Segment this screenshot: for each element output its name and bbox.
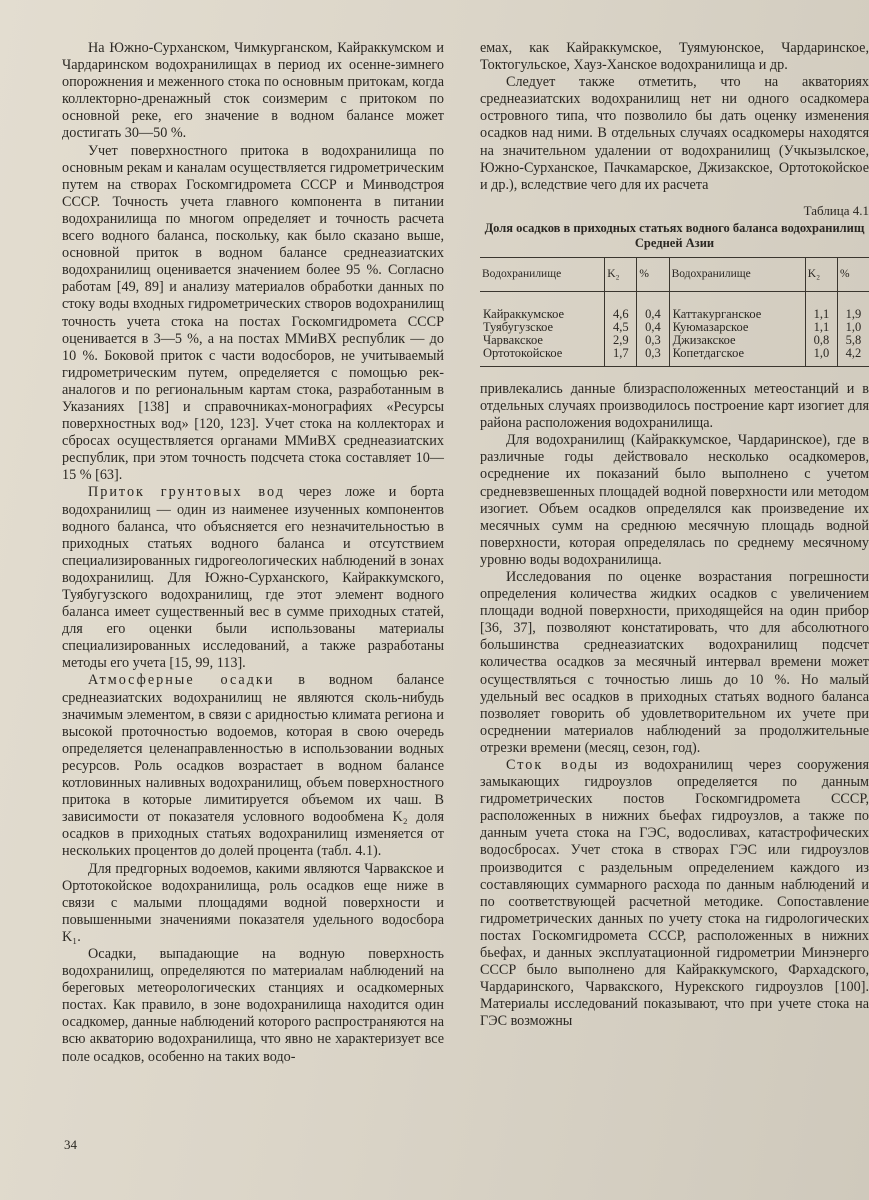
left-column [62, 40, 444, 1066]
header-reservoir-left: Водохранилище [480, 257, 605, 291]
paragraph-after-table: привлекались данные близрасположенных метеостанций и в отдельных случаях производилось построение карт изогиет для района расположения водохранилища. [480, 380, 869, 432]
paragraph-drainage: На Южно-Сурханском, Чимкурганском, Кайраккумском и Чардаринском водохранилищах в период их осенне-зимнего опорожнения и меженного стока по основным притокам, когда коллекторно-дренажный сток соизмерим с притоком по основной реке, его значение в водном балансе может достигать 30—50 %. [62, 40, 444, 142]
precipitation-text: в водном балансе среднеазиатских водохранилищ не являются сколь-нибудь значимым элементом, в связи с аридностью климата региона и высокой проточностью водоемов, которая в свою очередь определяется целенаправленностью в использовании водных ресурсов. Роль осадков возрастает в водном балансе котловинных наливных водохранилищ, объем поверхностного притока в которые лимитируется объемом их чаш. В зависимости от показателя условного водообмена K₂ доля осадков в приходных статьях водохранилищ изменяется от нескольких процентов до долей процента (табл. 4.1). [62, 672, 445, 860]
precipitation-lead: Атмосферные осадки [88, 672, 275, 689]
reservoir-names-left: Кайраккумское Туябугузское Чарвакское Ортотокойское [480, 291, 605, 366]
header-k2-left: K₂ [605, 257, 637, 291]
table-number: Таблица 4.1 [803, 202, 869, 218]
precipitation-table [480, 257, 869, 367]
paragraph-outflow [480, 757, 869, 1031]
outflow-text: из водохранилищ через сооружения замыкающих гидроузлов определяется по данным гидрометрических постов Госкомгидромета СССР, расположенных в нижних бьефах гидроузлов, а также по данным учета стока на ГЭС, водосливах, катастрофических водосбросах. Учет стока в створах ГЭС или гидроузлов производится с раздельным определением каждого из составляющих суммарного расхода по данным наблюдений и по соответствующей расчетной методике. Сопоставление гидрометрических данных по учету стока на гидрологических постах Госкомгидромета СССР, расположенных в нижних бьефах, и данных эксплуатационной гидрометрии Минэнерго СССР было выполнено для Кайраккумского, Фархадского, Чардаринского, Чарвакского, Нурекского гидроузлов [100]. Материалы исследований показывают, что при учете стока на ГЭС возможны [480, 757, 869, 1030]
table-title: Доля осадков в приходных статьях водного баланса водохранилищ Средней Азии [484, 220, 865, 250]
paragraph-groundwater [62, 484, 444, 672]
header-percent-right: % [837, 257, 869, 291]
paragraph-precipitation [62, 672, 444, 860]
page-number: 34 [64, 1137, 77, 1152]
paragraph-island-gauges: Следует также отметить, что на акваториях среднеазиатских водохранилищ нет ни одного осадкомера островного типа, что позволило бы дать оценку изменения осадков над ними. В отдельных случаях осадкомеры находятся на значительном удалении от водохранилищ (Учкызылское, Южно-Сурханское, Пачкамарское, Джизакское, Ортотокойское и др.), вследствие чего для их расчета [480, 74, 869, 193]
percent-values-left: 0,4 0,4 0,3 0,3 [637, 291, 669, 366]
table-header-row [480, 257, 869, 291]
paragraph-continuation: емах, как Кайраккумское, Туямуюнское, Чардаринское, Токтогульское, Хауз-Ханское водохранилища и др. [480, 40, 869, 74]
groundwater-text: через ложе и борта водохранилищ — один из наименее изученных компонентов водного баланса, что объясняется его незначительностью в приходных статьях водного баланса и отсутствием специализированных гидрогеологических наблюдений в зонах водохранилищ. Для Южно-Сурханского, Кайраккумского, Туябугузского водохранилищ, где этот элемент водного баланса имеет существенный вес в сумме приходных статей, для его оценки были использованы материалы специализированных исследований, а также разработаны методы его учета [15, 99, 113]. [62, 484, 444, 672]
reservoir-names-right: Каттакурганское Куюмазарское Джизакское Копетдагское [669, 291, 805, 366]
header-k2-right: K₂ [805, 257, 837, 291]
paragraph-piedmont: Для предгорных водоемов, какими являются Чарвакское и Ортотокойское водохранилища, роль осадков еще ниже в связи с малыми площадями водной поверхности и повышенными значениями показателя удельного водосбора K₁. [62, 860, 444, 945]
groundwater-lead: Приток грунтовых вод [88, 484, 285, 501]
percent-values-right: 1,9 1,0 5,8 4,2 [837, 291, 869, 366]
paragraph-errors: Исследования по оценке возрастания погрешности определения количества жидких осадков с увеличением площади водной поверхности, приходящейся на один прибор [36, 37], позволяют констатировать, что для абсолютного большинства среднеазиатских водохранилищ подсчет количества осадков за месячный интервал времени может осуществляться с точностью лишь до 10 %. Но малый удельный вес осадков в приходных статьях водного баланса позволяет говорить об удовлетворительном их учете при осреднении материалов наблюдений за продолжительные отрезки времени (месяц, сезон, год). [480, 568, 869, 756]
table-row [480, 291, 869, 366]
header-percent-left: % [637, 257, 669, 291]
right-column [480, 40, 869, 1031]
outflow-lead: Сток воды [506, 757, 600, 773]
paragraph-precip-gauges: Осадки, выпадающие на водную поверхность водохранилищ, определяются по материалам наблюдений на береговых метеорологических станциях и осадкомерных постах. Как правило, в зоне водохранилища находится один осадкомер, данные наблюдений которого распространяются на всю акваторию водохранилища, что явно не характеризует все поле осадков, особенно на таких водо- [62, 945, 444, 1065]
paragraph-surface-inflow: Учет поверхностного притока в водохранилища по основным рекам и каналам осуществляется гидрометрическим путем на створах Госкомгидромета СССР и Минводстроя СССР. Точность учета главного компонента в питании водохранилища по многом определяет и точность расчета всего водного баланса, поскольку, как было сказано выше, основной приток в водном балансе среднеазиатских водохранилищ оценивается значением более 95 %. Согласно работам [49, 89] и анализу материалов обработки данных по стоку воды входных гидрометрических створов водохранилищ точность учета стока на постах Госкомгидромета СССР оценивается в 3—5 %, а на постах ММиВХ республик — до 10 %. Боковой приток с части водосборов, не учитываемый гидрометрическим путем, определяется с помощью рек-аналогов и по региональным картам стока, разработанным в Указаниях [138] и справочниках-монографиях «Ресурсы поверхностных вод» [120, 123]. Учет стока на коллекторах и сбросах осуществляется органами ММиВХ среднеазиатских республик, при этом точность подсчета стока составляет 10—15 % [63]. [62, 142, 445, 484]
header-reservoir-right: Водохранилище [669, 257, 805, 291]
k2-values-right: 1,1 1,1 0,8 1,0 [805, 291, 837, 366]
paragraph-isohyets: Для водохранилищ (Кайраккумское, Чардаринское), где в различные годы действовало несколько осадкомеров, осреднение их показаний было выполнено с учетом средневзвешенных площадей водной поверхности или методом изогиет. Объем осадков определялся как произведение их месячных сумм на среднюю месячную площадь водной поверхности, которая определялась по среднему месячному уровню воды водохранилища. [480, 432, 869, 568]
k2-values-left: 4,6 4,5 2,9 1,7 [605, 291, 637, 366]
